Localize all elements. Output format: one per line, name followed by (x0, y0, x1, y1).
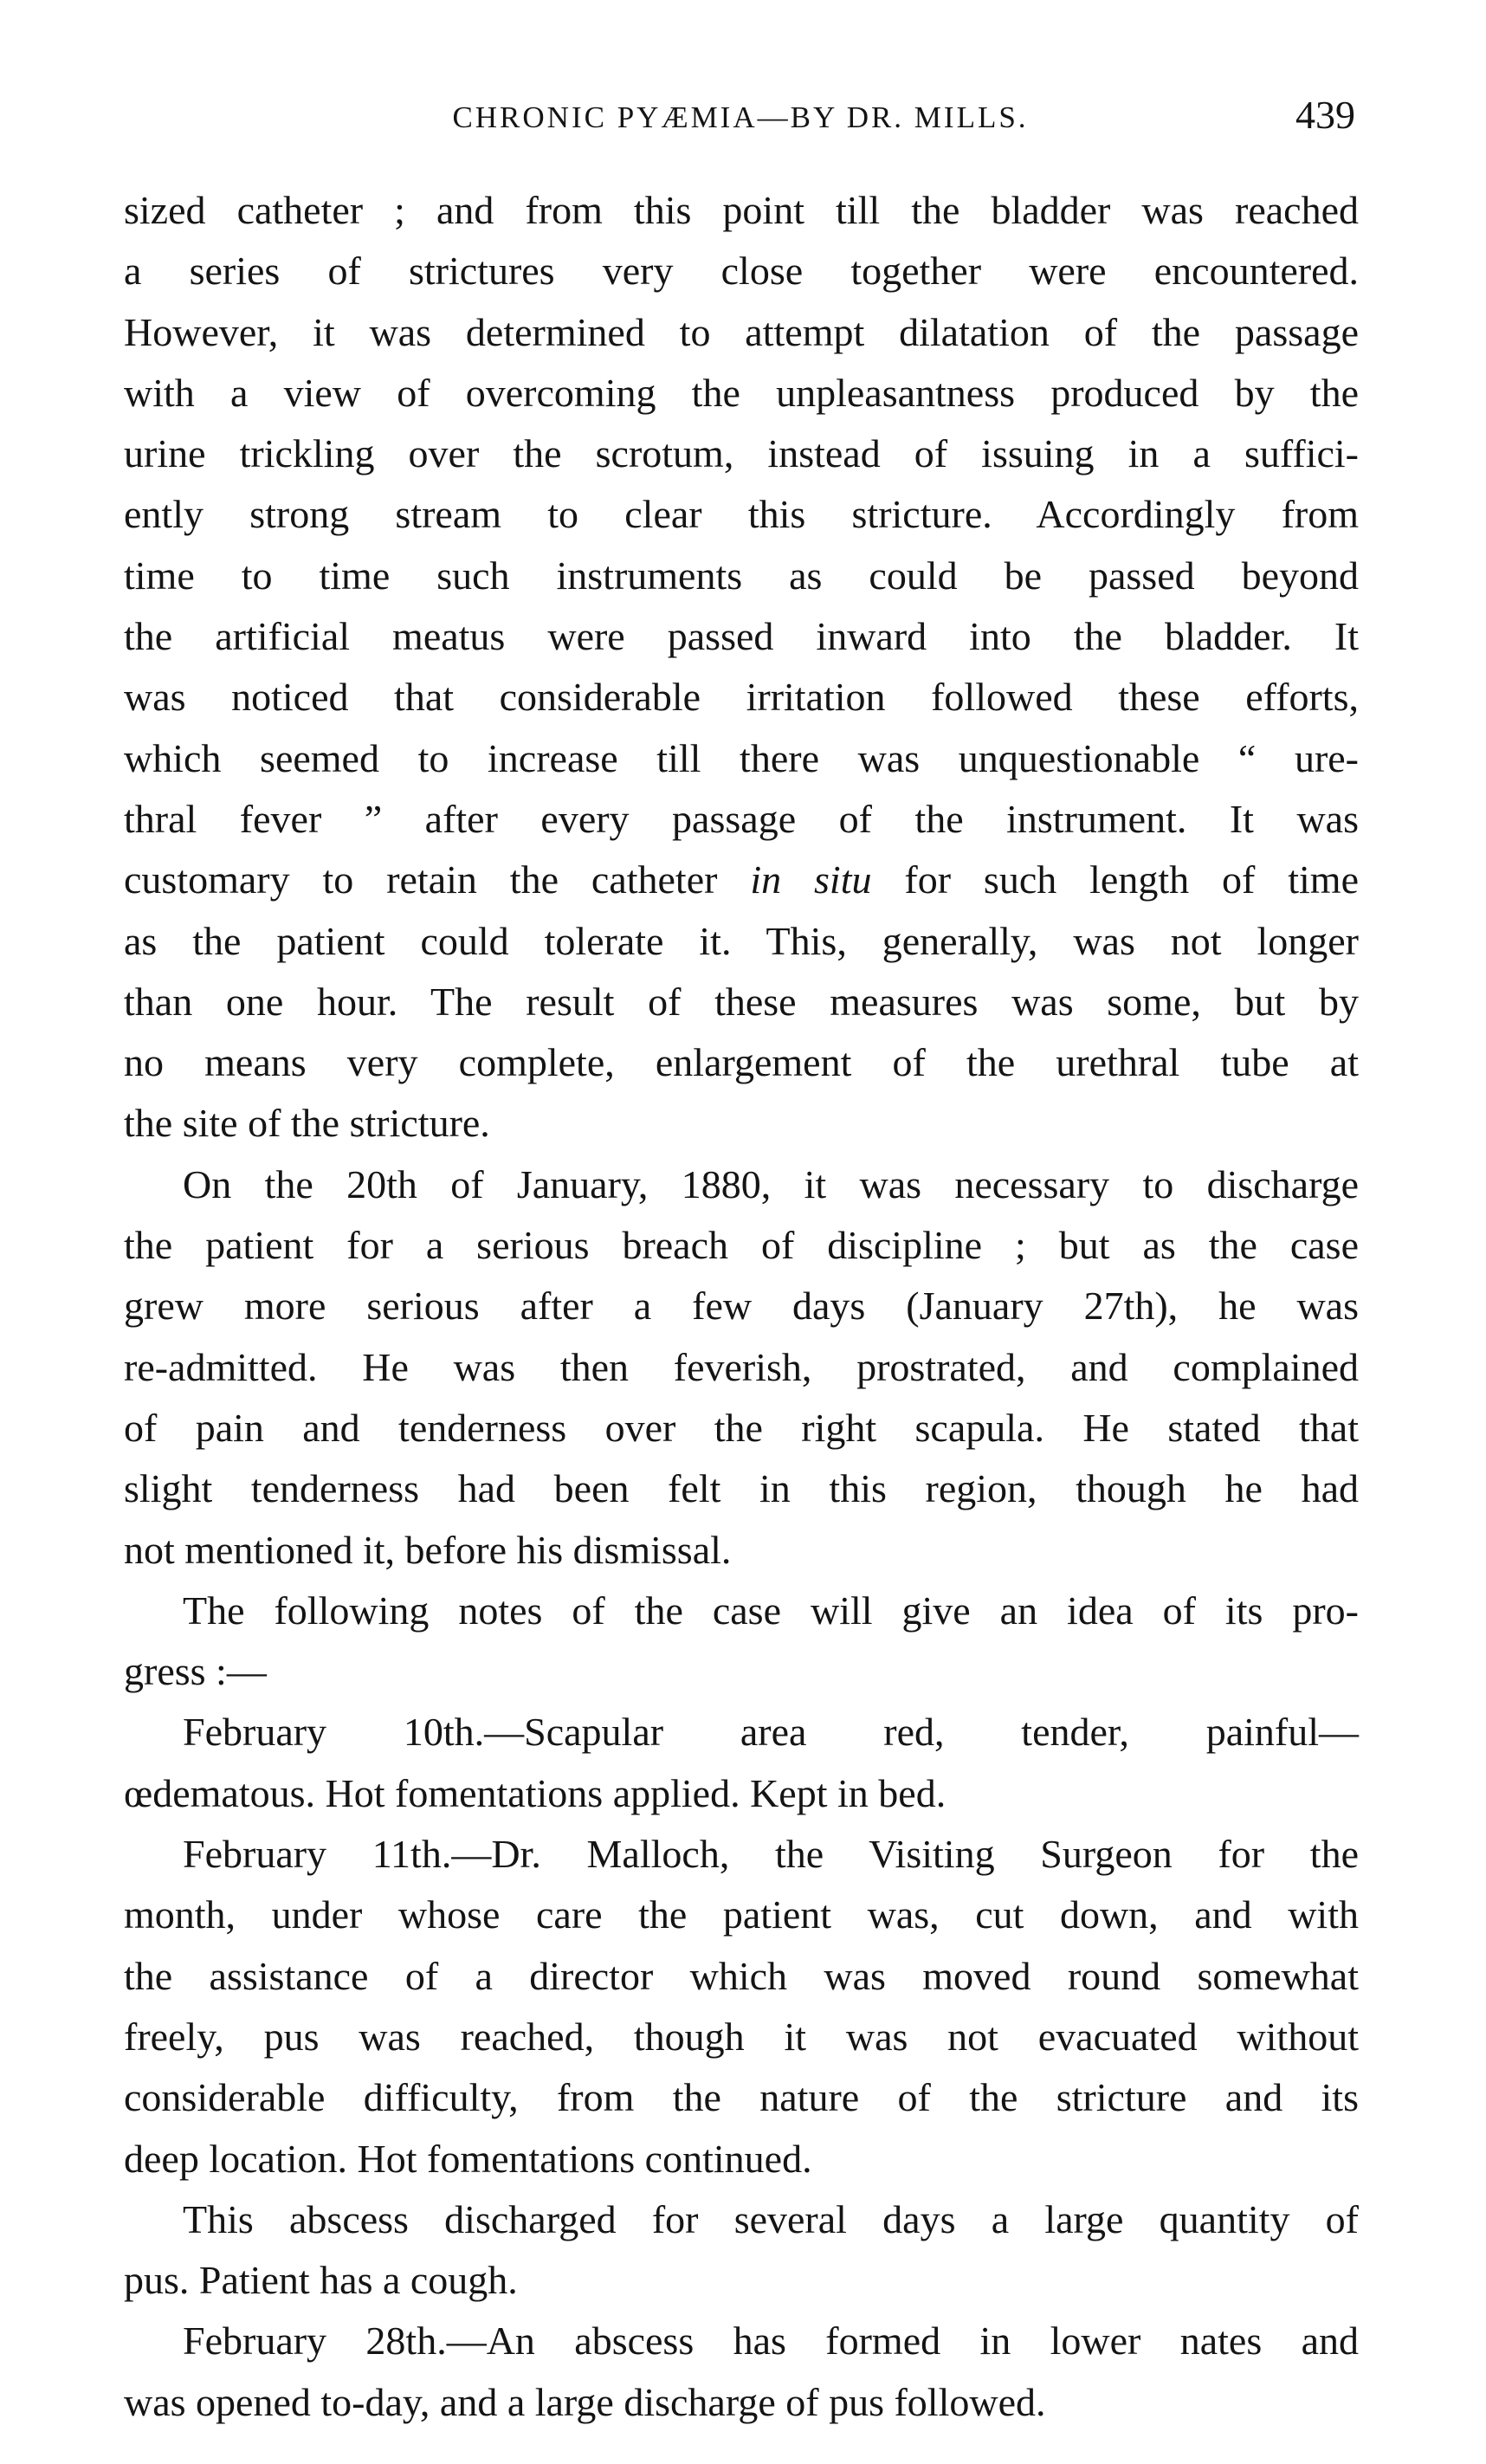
text-line: slight tenderness had been felt in this region, though he had (124, 1466, 1359, 1511)
text-line: However, it was determined to attempt dilatation of the passage (124, 309, 1359, 354)
text-line: the patient for a serious breach of discipline ; but as the case (124, 1223, 1359, 1268)
text-line: This abscess discharged for several days a large quantity of (183, 2196, 1359, 2241)
text-line: not mentioned it, before his dismissal. (124, 1527, 732, 1572)
text-line: considerable difficulty, from the nature of the stricture and its (124, 2075, 1359, 2120)
text-line: as the patient could tolerate it. This, generally, was not longer (124, 918, 1359, 963)
text-line: œdematous. Hot fomentations applied. Kept in bed. (124, 1770, 947, 1815)
text-line: February 11th.—Dr. Malloch, the Visiting Surgeon for the (183, 1832, 1359, 1877)
paragraph (124, 1581, 1359, 1703)
italic-phrase: in situ (750, 857, 872, 902)
text-line: grew more serious after a few days (January 27th), he was (124, 1284, 1359, 1329)
text-line: re-admitted. He was then feverish, prostrated, and complained (124, 1344, 1359, 1389)
paragraph (124, 180, 1359, 1154)
running-header (126, 92, 1355, 144)
text-line: sized catheter ; and from this point till the bladder was reached (124, 188, 1359, 232)
running-title: CHRONIC PYÆMIA—BY DR. MILLS. (452, 100, 1029, 134)
paragraph (124, 2189, 1359, 2312)
page-number: 439 (1295, 93, 1355, 137)
paragraph (124, 1824, 1359, 2189)
text-line: a series of strictures very close together were encountered. (124, 249, 1359, 294)
text-line: no means very complete, enlargement of the urethral tube at (124, 1040, 1359, 1085)
text-line: pus. Patient has a cough. (124, 2258, 518, 2303)
text-line: customary to retain the catheter in situ for such length of time (124, 857, 1359, 902)
paragraph (124, 2311, 1359, 2433)
text-line: was noticed that considerable irritation followed these efforts, (124, 675, 1359, 720)
text-line: urine trickling over the scrotum, instead of issuing in a suffici- (124, 431, 1359, 476)
text-line: February 28th.—An abscess has formed in lower nates and (183, 2318, 1359, 2364)
text-line: of pain and tenderness over the right scapula. He stated that (124, 1405, 1359, 1450)
text-line: ently strong stream to clear this stricture. Accordingly from (124, 492, 1359, 537)
text-line: freely, pus was reached, though it was not evacuated without (124, 2014, 1359, 2059)
body-text (124, 180, 1359, 2433)
text-line: gress :— (124, 1649, 267, 1694)
text-line: The following notes of the case will give an idea of its pro- (183, 1588, 1359, 1633)
text-line: thral fever ” after every passage of the instrument. It was (124, 796, 1359, 841)
text-line: On the 20th of January, 1880, it was necessary to discharge (183, 1161, 1359, 1206)
text-line: month, under whose care the patient was, cut down, and with (124, 1892, 1359, 1937)
paragraph (124, 1702, 1359, 1824)
text-line: with a view of overcoming the unpleasantness produced by the (124, 370, 1359, 415)
text-line: the artificial meatus were passed inward into the bladder. It (124, 614, 1359, 659)
text-line: time to time such instruments as could be passed beyond (124, 553, 1359, 598)
text-line: than one hour. The result of these measures was some, but by (124, 979, 1359, 1024)
paragraph (124, 1154, 1359, 1581)
text-line: deep location. Hot fomentations continued. (124, 2136, 812, 2181)
text-line: the site of the stricture. (124, 1101, 490, 1146)
text-line: the assistance of a director which was moved round somewhat (124, 1953, 1359, 1998)
text-line: which seemed to increase till there was unquestionable “ ure- (124, 735, 1359, 780)
text-line: was opened to-day, and a large discharge of pus followed. (124, 2379, 1046, 2424)
text-line: February 10th.—Scapular area red, tender, painful— (183, 1710, 1359, 1755)
